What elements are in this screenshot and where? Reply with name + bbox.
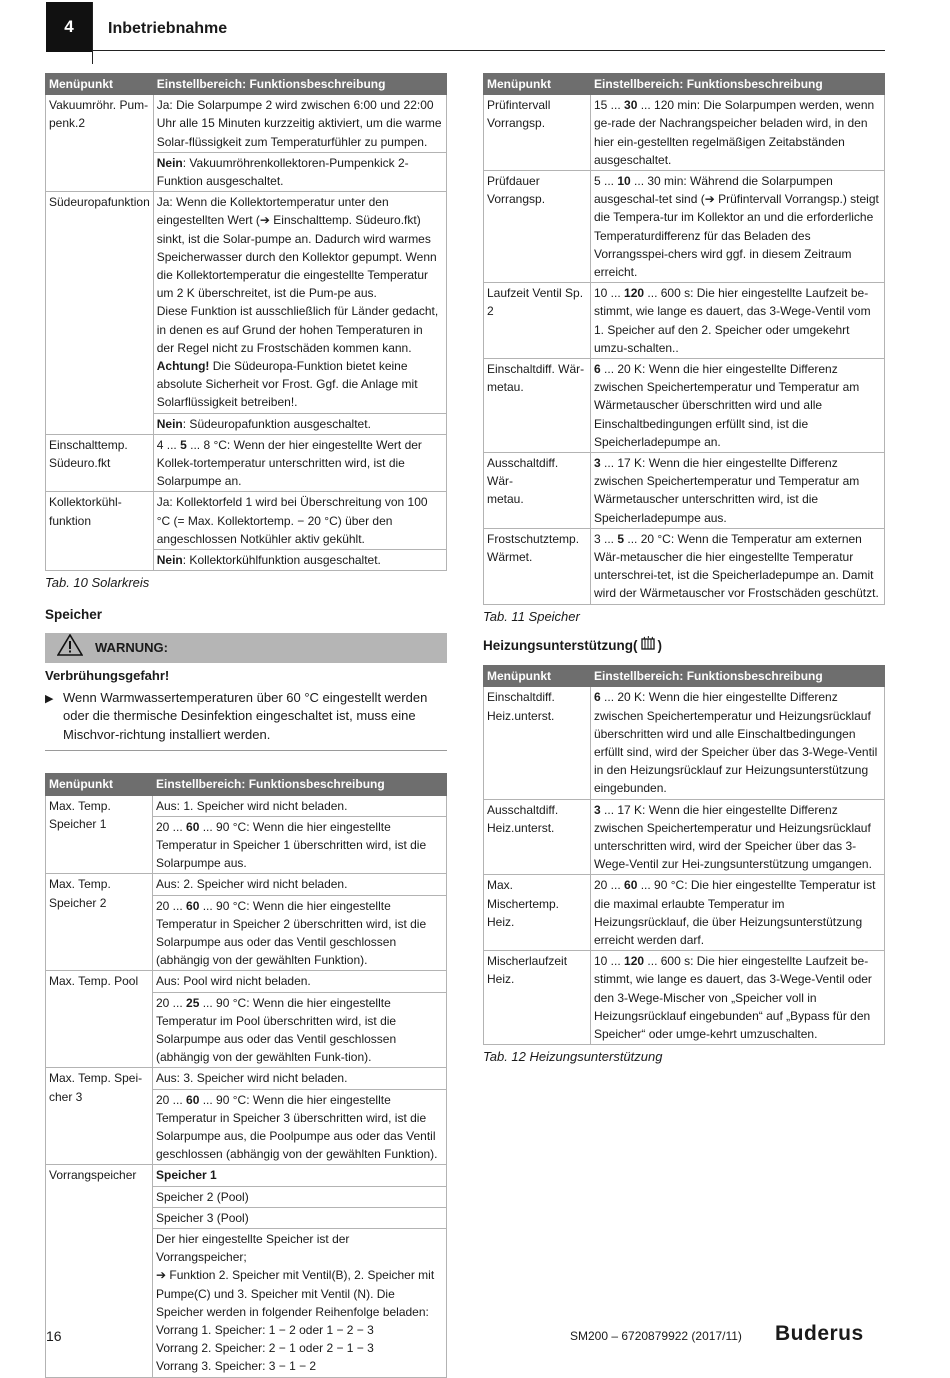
default-value: 6 [594,362,601,377]
menu-line: Einschaltdiff. [487,690,555,705]
menu-line: Vakuumröhr. Pum- [49,98,149,113]
table-caption: Tab. 11 Speicher [483,608,580,624]
desc-cell [153,95,446,153]
menu-cell [46,1068,153,1165]
value-min: 20 ... [156,1092,187,1107]
section-heading [483,636,885,657]
desc-text: ... 600 s: Die hier eingestellte Laufzeit be-stimmt, wie lange es dauert, das 3-Wege-Ventil oder den 3-Wege-Mischer von „Speicher voll in Heizungsrücklauf eingebunden“ auf „Bypass für den Speicher“ oder umge-kehrt umzuschalten. [594,954,872,1041]
menu-line: Südeuropafunktion [49,195,150,210]
value-min: 20 ... [594,878,625,893]
value-min: 20 ... [156,898,187,913]
header-desc: Einstellbereich: Funktionsbeschreibung [591,666,885,687]
value-min: 10 ... [594,286,625,301]
chapter-number: 4 [46,2,92,52]
value-min: 5 ... [594,174,618,189]
desc-cell [153,413,446,434]
desc-line [594,952,881,1043]
desc-text: : Vakuumröhrenkollektoren-Pumpenkick 2-Funktion ausgeschaltet. [156,155,409,189]
desc-line: Aus: Pool wird nicht beladen. [156,974,311,989]
desc-line [594,360,881,451]
desc-text: ... 8 °C: Wenn der hier eingestellte Wert der Kollek-tortemperatur unterschritten wird, ist die Solarpumpe an. [156,437,422,489]
desc-cell [153,1165,447,1186]
table-speicher-max [45,773,447,1377]
brand-logo: Buderus [775,1322,864,1345]
default-value: Nein [156,155,183,170]
desc-cell [591,283,885,359]
table-row [46,492,447,550]
menu-line: Mischerlaufzeit [487,954,568,969]
desc-line [157,154,443,190]
value-min: 3 ... [594,531,618,546]
desc-line: Vorrang 2. Speicher: 2 − 1 oder 2 − 1 − 3 [156,1341,374,1356]
default-value: 60 [624,878,638,893]
desc-line [156,897,443,970]
menu-line: Einschaltdiff. Wär- [487,362,585,377]
table-row [46,1068,447,1089]
menu-cell [484,359,591,453]
menu-line: Prüfintervall [487,98,551,113]
desc-cell [591,171,885,283]
desc-cell [153,895,447,971]
menu-line: Vorrangsp. [487,192,546,207]
desc-text: ... 30 min: Während die Solarpumpen ausgeschal-tet sind (➔ Prüfintervall Vorrangsp.) steigt die Tempera-tur im Kollektor an und die erforderliche Temperaturdifferenz für das Beladen des Vorrangsspei-chers wird ggf. in diesem Zeitraum erreicht. [594,174,879,280]
menu-line: Ausschaltdiff. Wär- [487,456,559,489]
default-value: 5 [617,531,625,546]
desc-text: ... 90 °C: Die hier eingestellte Temperatur ist die maximal erlaubte Temperatur im Heizungsrücklauf, die über Heizungsunterstützung erreicht werden darf. [594,878,876,947]
table-caption: Tab. 12 Heizungsunterstützung [483,1049,663,1065]
desc-text: ... 17 K: Wenn die hier eingestellte Differenz zwischen Speichertemperatur und Heizungsrücklauf unterschritten wird, wird der Speicher über das 3-Wege-Ventil zur Hei-zungsunterstützung umgangen. [594,802,872,872]
desc-text: ... 90 °C: Wenn die hier eingestellte Temperatur in Speicher 1 überschritten wird, ist die Solarpumpe aus. [156,819,427,871]
table-row [484,687,885,799]
desc-line: Speicher 3 (Pool) [156,1210,249,1225]
table-body [484,95,885,604]
desc-line [156,818,443,873]
default-value: 5 [180,437,187,452]
default-value: Nein [156,553,183,568]
desc-cell [591,687,885,799]
desc-line: Speicher 2 (Pool) [156,1189,249,1204]
header-menu: Menüpunkt [46,774,153,795]
desc-line: Der hier eingestellte Speicher ist der Vorrangspeicher; [156,1232,350,1265]
desc-text: ... 20 °C: Wenn die Temperatur am externen Wär-metauscher die hier eingestellte Temperatur unterschrei-tet, ist die Speicherladepumpe an. Damit wird der Wärmetauscher vor Frostschäden geschützt. [594,531,879,601]
menu-line: Max. Temp. Pool [49,974,139,989]
table-speicher [483,73,885,605]
desc-text: : Kollektorkühlfunktion ausgeschaltet. [182,553,381,568]
table-row [484,453,885,529]
default-value: 3 [594,802,601,817]
radiator-icon [640,636,656,657]
table-row [484,875,885,951]
desc-text: ... 90 °C: Wenn die hier eingestellte Temperatur in Speicher 3 überschritten wird, ist die Solarpumpe aus, die Poolpumpe aus oder das Ventil geschlossen (abhängig von der gewählten Funktion). [156,1092,438,1162]
desc-line: Vorrang 1. Speicher: 1 − 2 oder 1 − 2 − 3 [156,1323,374,1338]
desc-line: ➔ Funktion 2. Speicher mit Ventil(B), 2. Speicher mit Pumpe(C) und 3. Speicher mit Ventil (N). Die Speicher werden in folgender Reihenfolge beladen: [156,1268,435,1319]
desc-line [156,994,443,1067]
desc-cell [591,95,885,171]
menu-cell [484,875,591,951]
desc-line [594,688,881,797]
table-row [484,528,885,604]
warning-triangle-icon [57,634,83,661]
menu-line: Vorrangspeicher [49,1168,137,1183]
desc-cell [153,1089,447,1165]
desc-line [594,454,881,527]
menu-line: cher 3 [49,1089,83,1104]
table-row [484,283,885,359]
default-value: Achtung! [156,359,210,374]
default-value: 60 [186,819,200,834]
desc-line [594,530,881,603]
heiz-heading-text: Heizungsunterstützung( [483,638,638,654]
menu-line: Heiz.unterst. [487,708,555,723]
menu-line: Vorrangsp. [487,116,546,131]
table-body [46,95,447,571]
desc-text: Die Südeuropa-Funktion bietet keine absolute Sicherheit vor Frost. Ggf. die Anlage mit Solarflüssigkeit betreiben!. [156,359,418,410]
menu-line: Speicher 1 [49,816,107,831]
desc-cell [153,434,446,492]
menu-line: metau. [487,492,524,507]
menu-cell [484,283,591,359]
desc-text: ... 90 °C: Wenn die hier eingestellte Temperatur in Speicher 2 überschritten wird, ist die Solarpumpe aus oder das Ventil geschlossen (abhängig von der gewählten Funktion). [156,898,427,968]
table-row [484,799,885,875]
menu-line: Prüfdauer [487,174,540,189]
desc-cell [153,816,447,874]
header-desc: Einstellbereich: Funktionsbeschreibung [153,774,447,795]
default-value: Speicher 1 [156,1168,217,1183]
desc-cell [153,1207,447,1228]
menu-line: Speicher 2 [49,895,107,910]
header-menu: Menüpunkt [484,74,591,95]
left-column [45,73,447,1378]
desc-cell [153,1068,447,1089]
table-row [46,95,447,153]
desc-text: ... 20 K: Wenn die hier eingestellte Differenz zwischen Speichertemperatur und Heizungsrücklauf überschritten wird und alle Einschaltbedingungen erfüllt sind, wird der Speicher über das 3-Wege-Ventil in den Heizungsrücklauf zur Heizungsunterstützung eingebunden. [594,690,878,796]
desc-cell [153,992,447,1068]
page-number: 16 [46,1328,62,1344]
value-min: 15 ... [594,98,625,113]
desc-cell [591,799,885,875]
table-heizungsunterstuetzung [483,665,885,1045]
menu-cell [46,795,153,874]
menu-line: Max. Temp. [49,877,111,892]
default-value: 3 [594,456,601,471]
menu-line: Heiz. [487,914,515,929]
desc-cell [591,875,885,951]
menu-line: penk.2 [49,116,86,131]
table-row [46,971,447,992]
desc-line: Ja: Wenn die Kollektortemperatur unter den eingestellten Wert (➔ Einschalttemp. Südeuro.fkt) sinkt, ist die Solar-pumpe an. Dadurch wird warmes Speicherwasser durch den Kollektor gepumpt. Wenn die Kollektortemperatur die eingestellte Temperatur um 2 K überschreitet, ist die Pum-pe aus. [156,195,437,301]
table-row [484,95,885,171]
default-value: 120 [624,286,645,301]
default-value: 25 [186,995,200,1010]
warning-instruction [45,689,447,752]
desc-text: ... 120 min: Die Solarpumpen werden, wenn ge-rade der Nachrangspeicher beladen wird, in den hier ein-gestellten regelmäßigen Zeitabständen ausgeschaltet. [594,98,875,167]
desc-line: Aus: 3. Speicher wird nicht beladen. [156,1071,348,1086]
desc-cell [153,1186,447,1207]
header-desc: Einstellbereich: Funktionsbeschreibung [153,74,446,95]
menu-line: Ausschaltdiff. [487,802,559,817]
default-value: 60 [186,898,200,913]
table-row [46,795,447,816]
desc-line [157,436,443,491]
header-menu: Menüpunkt [46,74,154,95]
warning-label: WARNUNG: [95,639,168,655]
value-min: 10 ... [594,954,625,969]
desc-text: ... 20 K: Wenn die hier eingestellte Differenz zwischen Speichertemperatur und Temperatur am Wärmetauscher überschritten wird und alle Einschaltbedingungen erfüllt sind, ist die Speicherladepumpe an. [594,362,860,449]
menu-line: Wärmet. [487,550,533,565]
section-heading: Speicher [45,607,103,623]
desc-cell [591,359,885,453]
desc-line: Ja: Die Solarpumpe 2 wird zwischen 6:00 und 22:00 Uhr alle 15 Minuten kurzzeitig aktiviert, um die warme Solar-flüssigkeit zum Temperaturfühler zu pumpen. [156,98,442,149]
desc-text: ... 90 °C: Wenn die hier eingestellte Temperatur im Pool überschritten wird, ist die Solarpumpe aus oder das Ventil geschlossen (abhängig von der gewählten Funk-tion). [156,995,397,1065]
table-row [484,359,885,453]
desc-line: Aus: 2. Speicher wird nicht beladen. [156,877,348,892]
menu-cell [484,453,591,529]
doc-reference: SM200 – 6720879922 (2017/11) [570,1329,742,1343]
table-row [46,874,447,895]
value-min: 20 ... [156,819,187,834]
desc-line [594,96,881,169]
default-value: 60 [186,1092,200,1107]
desc-cell [591,453,885,529]
menu-line: Laufzeit Ventil Sp. 2 [487,286,584,319]
menu-line: Kollektorkühl- [49,495,122,510]
menu-cell [484,528,591,604]
desc-line [156,1166,443,1184]
desc-cell [153,1229,447,1378]
desc-cell [153,152,446,191]
desc-text: ... 17 K: Wenn die hier eingestellte Differenz zwischen Speichertemperatur und Temperatur am Wärmetauscher unterschritten wird, ist die Speicherladepumpe aus. [594,456,860,525]
menu-cell [46,192,154,435]
desc-text: ... 600 s: Die hier eingestellte Laufzeit be-stimmt, wie lange es dauert, das 3-Wege-Ventil vom 1. Speicher auf den 2. Speicher oder umgekehrt umzu-schalten.. [594,286,871,355]
desc-line [157,415,443,433]
table-row [46,434,447,492]
desc-cell [153,550,446,571]
menu-cell [484,95,591,171]
menu-line: Heiz.unterst. [487,820,555,835]
desc-line: Diese Funktion ist ausschließlich für Länder gedacht, in denen es auf Grund der hohen Temperaturen in der Regel nicht zu Frostschäden kommen kann. [156,304,439,355]
chapter-title: Inbetriebnahme [108,20,228,37]
menu-line: Max. Temp. Spei- [49,1071,143,1086]
menu-cell [46,971,153,1068]
desc-cell [153,795,447,816]
desc-line: Vorrang 3. Speicher: 3 − 1 − 2 [156,1359,317,1374]
bullet-arrow-icon: ▶ [45,692,54,705]
default-value: Nein [156,416,183,431]
menu-cell [46,434,154,492]
desc-line [157,357,443,412]
desc-cell [153,192,446,413]
value-min: 4 ... [156,437,181,452]
menu-cell [484,171,591,283]
header-desc: Einstellbereich: Funktionsbeschreibung [591,74,885,95]
menu-line: Einschalttemp. [49,437,128,452]
default-value: 120 [624,954,645,969]
table-row [46,192,447,413]
menu-line: funktion [49,513,92,528]
desc-cell [153,492,446,550]
default-value: 6 [594,690,601,705]
desc-line [594,876,881,949]
desc-line: Aus: 1. Speicher wird nicht beladen. [156,798,348,813]
right-column [483,73,885,1066]
table-row [46,1165,447,1186]
desc-line [594,172,881,281]
table-solarkreis [45,73,447,571]
menu-cell [46,492,154,571]
menu-cell [46,874,153,971]
menu-line: Heiz. [487,972,515,987]
desc-text: : Südeuropafunktion ausgeschaltet. [182,416,371,431]
menu-line: Frostschutztemp. [487,531,580,546]
menu-line: Max. Temp. [49,798,111,813]
warning-text: Wenn Warmwassertemperaturen über 60 °C eingestellt werden oder die thermische Desinfektion eingeschaltet ist, muss eine Mischvor-richtung installiert werden. [63,689,428,742]
table-body [46,795,447,1377]
menu-cell [484,951,591,1045]
default-value: 30 [624,98,638,113]
desc-cell [591,528,885,604]
default-value: 10 [617,174,631,189]
table-caption: Tab. 10 Solarkreis [45,575,150,591]
warning-bar [45,633,447,663]
header-rule [92,50,885,51]
menu-line: Südeuro.fkt [49,456,111,471]
value-min: 20 ... [156,995,187,1010]
desc-line: Ja: Kollektorfeld 1 wird bei Überschreitung von 100 °C (= Max. Kollektortemp. − 20 °C) über den angeschlossen Notkühler aktiv gekühlt. [156,495,428,546]
heiz-heading-end: ) [657,638,662,654]
menu-cell [484,799,591,875]
table-row [484,951,885,1045]
table-body [484,687,885,1045]
menu-cell [46,95,154,192]
header-tick [92,2,93,64]
desc-cell [153,971,447,992]
warning-subtitle: Verbrühungsgefahr! [45,667,170,683]
table-row [484,171,885,283]
menu-line: metau. [487,380,524,395]
desc-cell [153,874,447,895]
menu-cell [484,687,591,799]
desc-line [156,1091,443,1164]
desc-line [594,284,881,357]
desc-line [594,801,881,874]
desc-cell [591,951,885,1045]
menu-cell [46,1165,153,1377]
menu-line: Max. Mischertemp. [487,878,560,911]
desc-line [157,551,443,569]
header-menu: Menüpunkt [484,666,591,687]
